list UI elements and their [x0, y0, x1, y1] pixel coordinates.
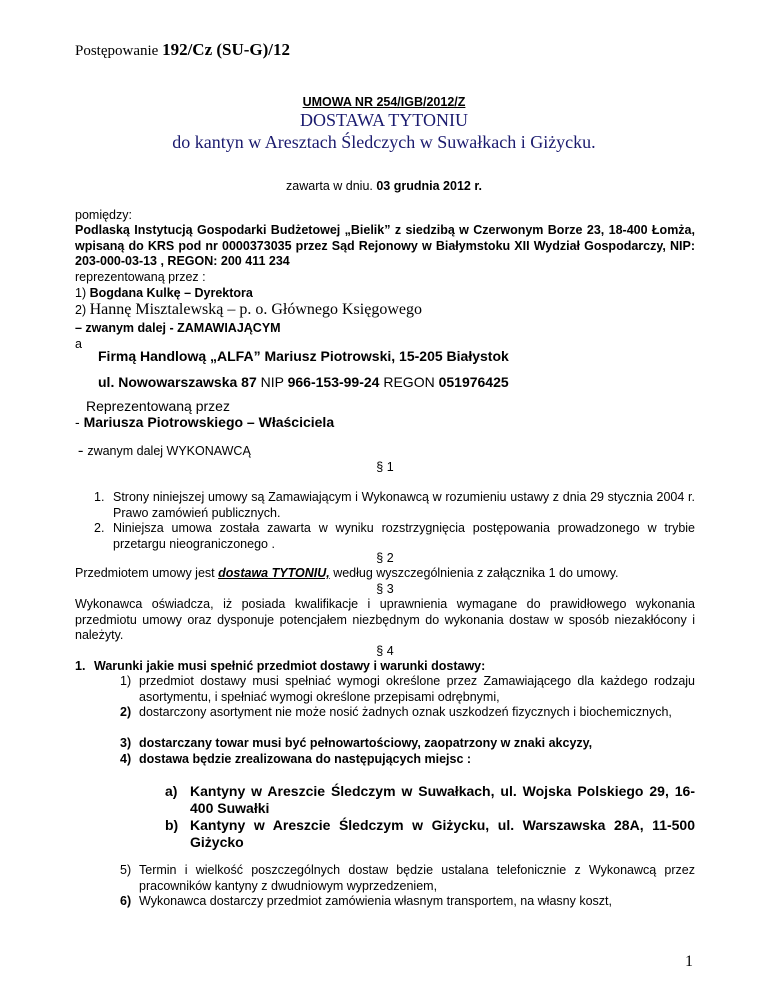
conjunction-a: a — [75, 337, 82, 351]
represented-by-label: reprezentowaną przez : — [75, 270, 206, 284]
contractor-owner: - Mariusza Piotrowskiego – Właściciela — [75, 414, 335, 430]
section-4-heading: § 4 — [376, 644, 394, 658]
condition-3: 3) dostarczany towar musi być pełnowartościowy, zaopatrzony w znaki akcyzy, — [120, 736, 593, 750]
condition-2: 2) dostarczony asortyment nie może nosić żadnych oznak uszkodzeń fizycznych i biochemicznych, — [120, 705, 672, 719]
delivery-place-b: b) Kantyny w Areszcie Śledczym w Giżycku, ul. Warszawska 28A, 11-500 Giżycko — [165, 817, 695, 850]
contract-date-line: zawarta w dniu. 03 grudnia 2012 r. — [286, 179, 482, 193]
section-2-heading: § 2 — [376, 551, 394, 565]
section-4-item-1: 1. Warunki jakie musi spełnić przedmiot dostawy i warunki dostawy: — [75, 659, 486, 673]
representative-1: 1) Bogdana Kulkę – Dyrektora — [75, 286, 253, 300]
condition-1: 1) przedmiot dostawy musi spełniać wymogi określone przez Zamawiającego dla każdego rodzaju asortymentu, i spełniać wymogi określone przepisami odrębnymi, — [120, 674, 695, 704]
document-subtitle: do kantyn w Aresztach Śledczych w Suwałkach i Giżycku. — [172, 132, 596, 152]
section-2-text: Przedmiotem umowy jest dostawa TYTONIU, według wyszczególnienia z załącznika 1 do umowy. — [75, 566, 619, 580]
contract-date: 03 grudnia 2012 r. — [376, 179, 482, 193]
section-3-text: Wykonawca oświadcza, iż posiada kwalifikacje i uprawnienia wymagane do prawidłowego wykonania przedmiotu umowy oraz dysponuje potencjałem niezbędnym do wykonania dostaw w sposób niezakłócony i należyty. — [75, 597, 695, 642]
section-1-item-2: 2. Niniejsza umowa została zawarta w wyniku rozstrzygnięcia postępowania prowadzonego w trybie przetargu nieograniczonego . — [94, 521, 695, 551]
pomiedzy-label: pomiędzy: — [75, 208, 132, 222]
header-prefix: Postępowanie — [75, 43, 159, 59]
ordering-party-description: Podlaską Instytucją Gospodarki Budżetowej „Bielik” z siedzibą w Czerwonym Borze 23, 18-400 Łomża, wpisaną do KRS pod nr 0000373035 przez Sąd Rejonowy w Białymstoku XII Wydział Gospodarczy, NIP: 203-000-03-13 , REGON: 200 411 234 — [75, 223, 695, 268]
contractor-name: Firmą Handlową „ALFA” Mariusz Piotrowski, 15-205 Białystok — [98, 348, 509, 364]
section-1-item-1: 1. Strony niniejszej umowy są Zamawiającym i Wykonawcą w rozumieniu ustawy z dnia 29 stycznia 2004 r. Prawo zamówień publicznych. — [94, 490, 695, 520]
condition-5: 5) Termin i wielkość poszczególnych dostaw będzie ustalana telefonicznie z Wykonawcą przez pracowników kantyny z dwudniowym wyprzedzeniem, — [120, 863, 695, 893]
section-3-heading: § 3 — [376, 582, 394, 596]
condition-6: 6) Wykonawca dostarczy przedmiot zamówienia własnym transportem, na własny koszt, — [120, 894, 612, 908]
page-number: 1 — [685, 953, 693, 970]
document-title: DOSTAWA TYTONIU — [300, 110, 468, 130]
ordering-party-alias: – zwanym dalej - ZAMAWIAJĄCYM — [75, 321, 281, 335]
header-number: 192/Cz (SU-G)/12 — [162, 40, 291, 59]
section-1-heading: § 1 — [376, 460, 394, 474]
contractor-alias: - zwanym dalej WYKONAWCĄ — [78, 442, 251, 459]
representative-2: 2) Hannę Misztalewską – p. o. Głównego Księgowego — [75, 301, 422, 318]
condition-4: 4) dostawa będzie zrealizowana do następujących miejsc : — [120, 752, 472, 766]
contractor-address-line: ul. Nowowarszawska 87 NIP 966-153-99-24 REGON 051976425 — [98, 374, 509, 390]
delivery-place-a: a) Kantyny w Areszcie Śledczym w Suwałkach, ul. Wojska Polskiego 29, 16-400 Suwałki — [165, 783, 695, 816]
contract-number: UMOWA NR 254/IGB/2012/Z — [302, 95, 466, 109]
contractor-represented-by: Reprezentowaną przez — [86, 398, 230, 414]
page-header — [75, 40, 290, 60]
